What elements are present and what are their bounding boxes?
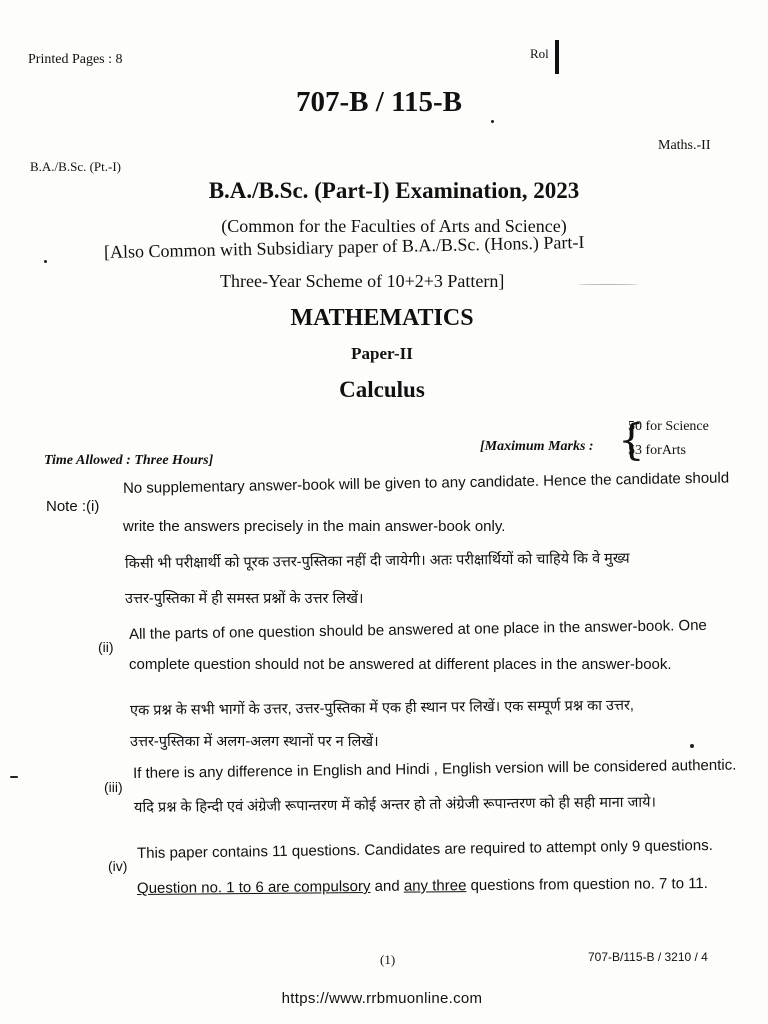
note-iv-english-line-1: This paper contains 11 questions. Candidates are required to attempt only 9 questions. bbox=[136, 836, 713, 862]
also-common-line-2: Three-Year Scheme of 10+2+3 Pattern] bbox=[220, 271, 505, 291]
scan-speck bbox=[491, 120, 494, 123]
page-number: (1) bbox=[380, 952, 396, 967]
marks-brace-icon: { bbox=[618, 415, 645, 464]
also-common-line-1: [Also Common with Subsidiary paper of B.A./B.Sc. (Hons.) Part-I bbox=[103, 231, 585, 262]
note-ii-english-line-1: All the parts of one question should be answered at one place in the answer-book. One bbox=[128, 616, 707, 643]
time-allowed: Time Allowed : Three Hours] bbox=[44, 453, 214, 468]
common-faculties-text: (Common for the Faculties of Arts and Science) bbox=[221, 216, 567, 236]
footer-paper-code: 707-B/115-B / 3210 / 4 bbox=[588, 950, 708, 964]
paper-name bbox=[0, 377, 768, 403]
note-iv-tail-text: questions from question no. 7 to 11. bbox=[466, 875, 708, 895]
note-i-hindi-line-1: किसी भी परीक्षार्थी को पूरक उत्तर-पुस्तिका नहीं दी जायेगी। अतः परीक्षार्थियों को चाहिये कि वे मुख्य bbox=[124, 550, 630, 572]
note-iii-number: (iii) bbox=[104, 779, 123, 795]
exam-title bbox=[0, 178, 768, 204]
course-label: B.A./B.Sc. (Pt.-I) bbox=[30, 159, 121, 174]
scan-speck bbox=[10, 776, 18, 778]
note-label: Note :(i) bbox=[46, 498, 100, 515]
note-ii-hindi-line-1: एक प्रश्न के सभी भागों के उत्तर, उत्तर-पुस्तिका में एक ही स्थान पर लिखें। एक सम्पूर्ण प्रश्न का उत्तर, bbox=[129, 697, 635, 719]
marks-science: 50 for Science bbox=[628, 419, 709, 434]
compulsory-questions-text: Question no. 1 to 6 are compulsory bbox=[136, 877, 371, 897]
scan-speck bbox=[578, 284, 638, 285]
paper-code-text: 707-B / 115-B bbox=[296, 86, 462, 118]
note-iii-hindi: यदि प्रश्न के हिन्दी एवं अंग्रेजी रूपान्तरण में कोई अन्तर हो तो अंग्रेजी रूपान्तरण को ही सही माना जाये। bbox=[133, 794, 657, 816]
roll-number-label: Rol bbox=[530, 46, 549, 61]
paper-number bbox=[0, 344, 768, 364]
note-iii-english: If there is any difference in English and Hindi , English version will be considered authentic. bbox=[132, 756, 737, 782]
note-ii-number: (ii) bbox=[98, 639, 114, 655]
subject-heading bbox=[0, 305, 768, 332]
note-iv-connector-text: and bbox=[370, 877, 404, 895]
paper-code-title bbox=[0, 86, 768, 119]
website-url-text: https://www.rrbmuonline.com bbox=[281, 990, 483, 1007]
note-iv-english-line-2 bbox=[137, 875, 708, 897]
note-i-english-line-1: No supplementary answer-book will be given to any candidate. Hence the candidate should bbox=[122, 469, 730, 497]
note-iv-number: (iv) bbox=[108, 858, 128, 874]
subject-code-label: Maths.-II bbox=[658, 138, 711, 153]
any-three-text: any three bbox=[403, 877, 467, 895]
exam-title-text: B.A./B.Sc. (Part-I) Examination, 2023 bbox=[208, 178, 580, 203]
scan-speck bbox=[690, 744, 694, 748]
maximum-marks-label: [Maximum Marks : bbox=[480, 439, 594, 454]
paper-name-text: Calculus bbox=[339, 377, 425, 402]
marks-arts: 53 forArts bbox=[628, 443, 686, 458]
subject-heading-text: MATHEMATICS bbox=[290, 305, 474, 331]
website-url bbox=[0, 990, 768, 1007]
common-faculties-line bbox=[0, 216, 768, 237]
printed-pages: Printed Pages : 8 bbox=[28, 52, 123, 67]
paper-number-text: Paper-II bbox=[351, 344, 413, 363]
note-ii-english-line-2: complete question should not be answered at different places in the answer-book. bbox=[129, 656, 672, 673]
note-i-english-line-2: write the answers precisely in the main answer-book only. bbox=[123, 518, 506, 535]
scan-speck bbox=[44, 260, 47, 263]
note-i-hindi-line-2: उत्तर-पुस्तिका में ही समस्त प्रश्नों के उत्तर लिखें। bbox=[125, 591, 364, 607]
note-ii-hindi-line-2: उत्तर-पुस्तिका में अलग-अलग स्थानों पर न लिखें। bbox=[130, 734, 379, 750]
roll-number-box-mark bbox=[555, 40, 559, 74]
